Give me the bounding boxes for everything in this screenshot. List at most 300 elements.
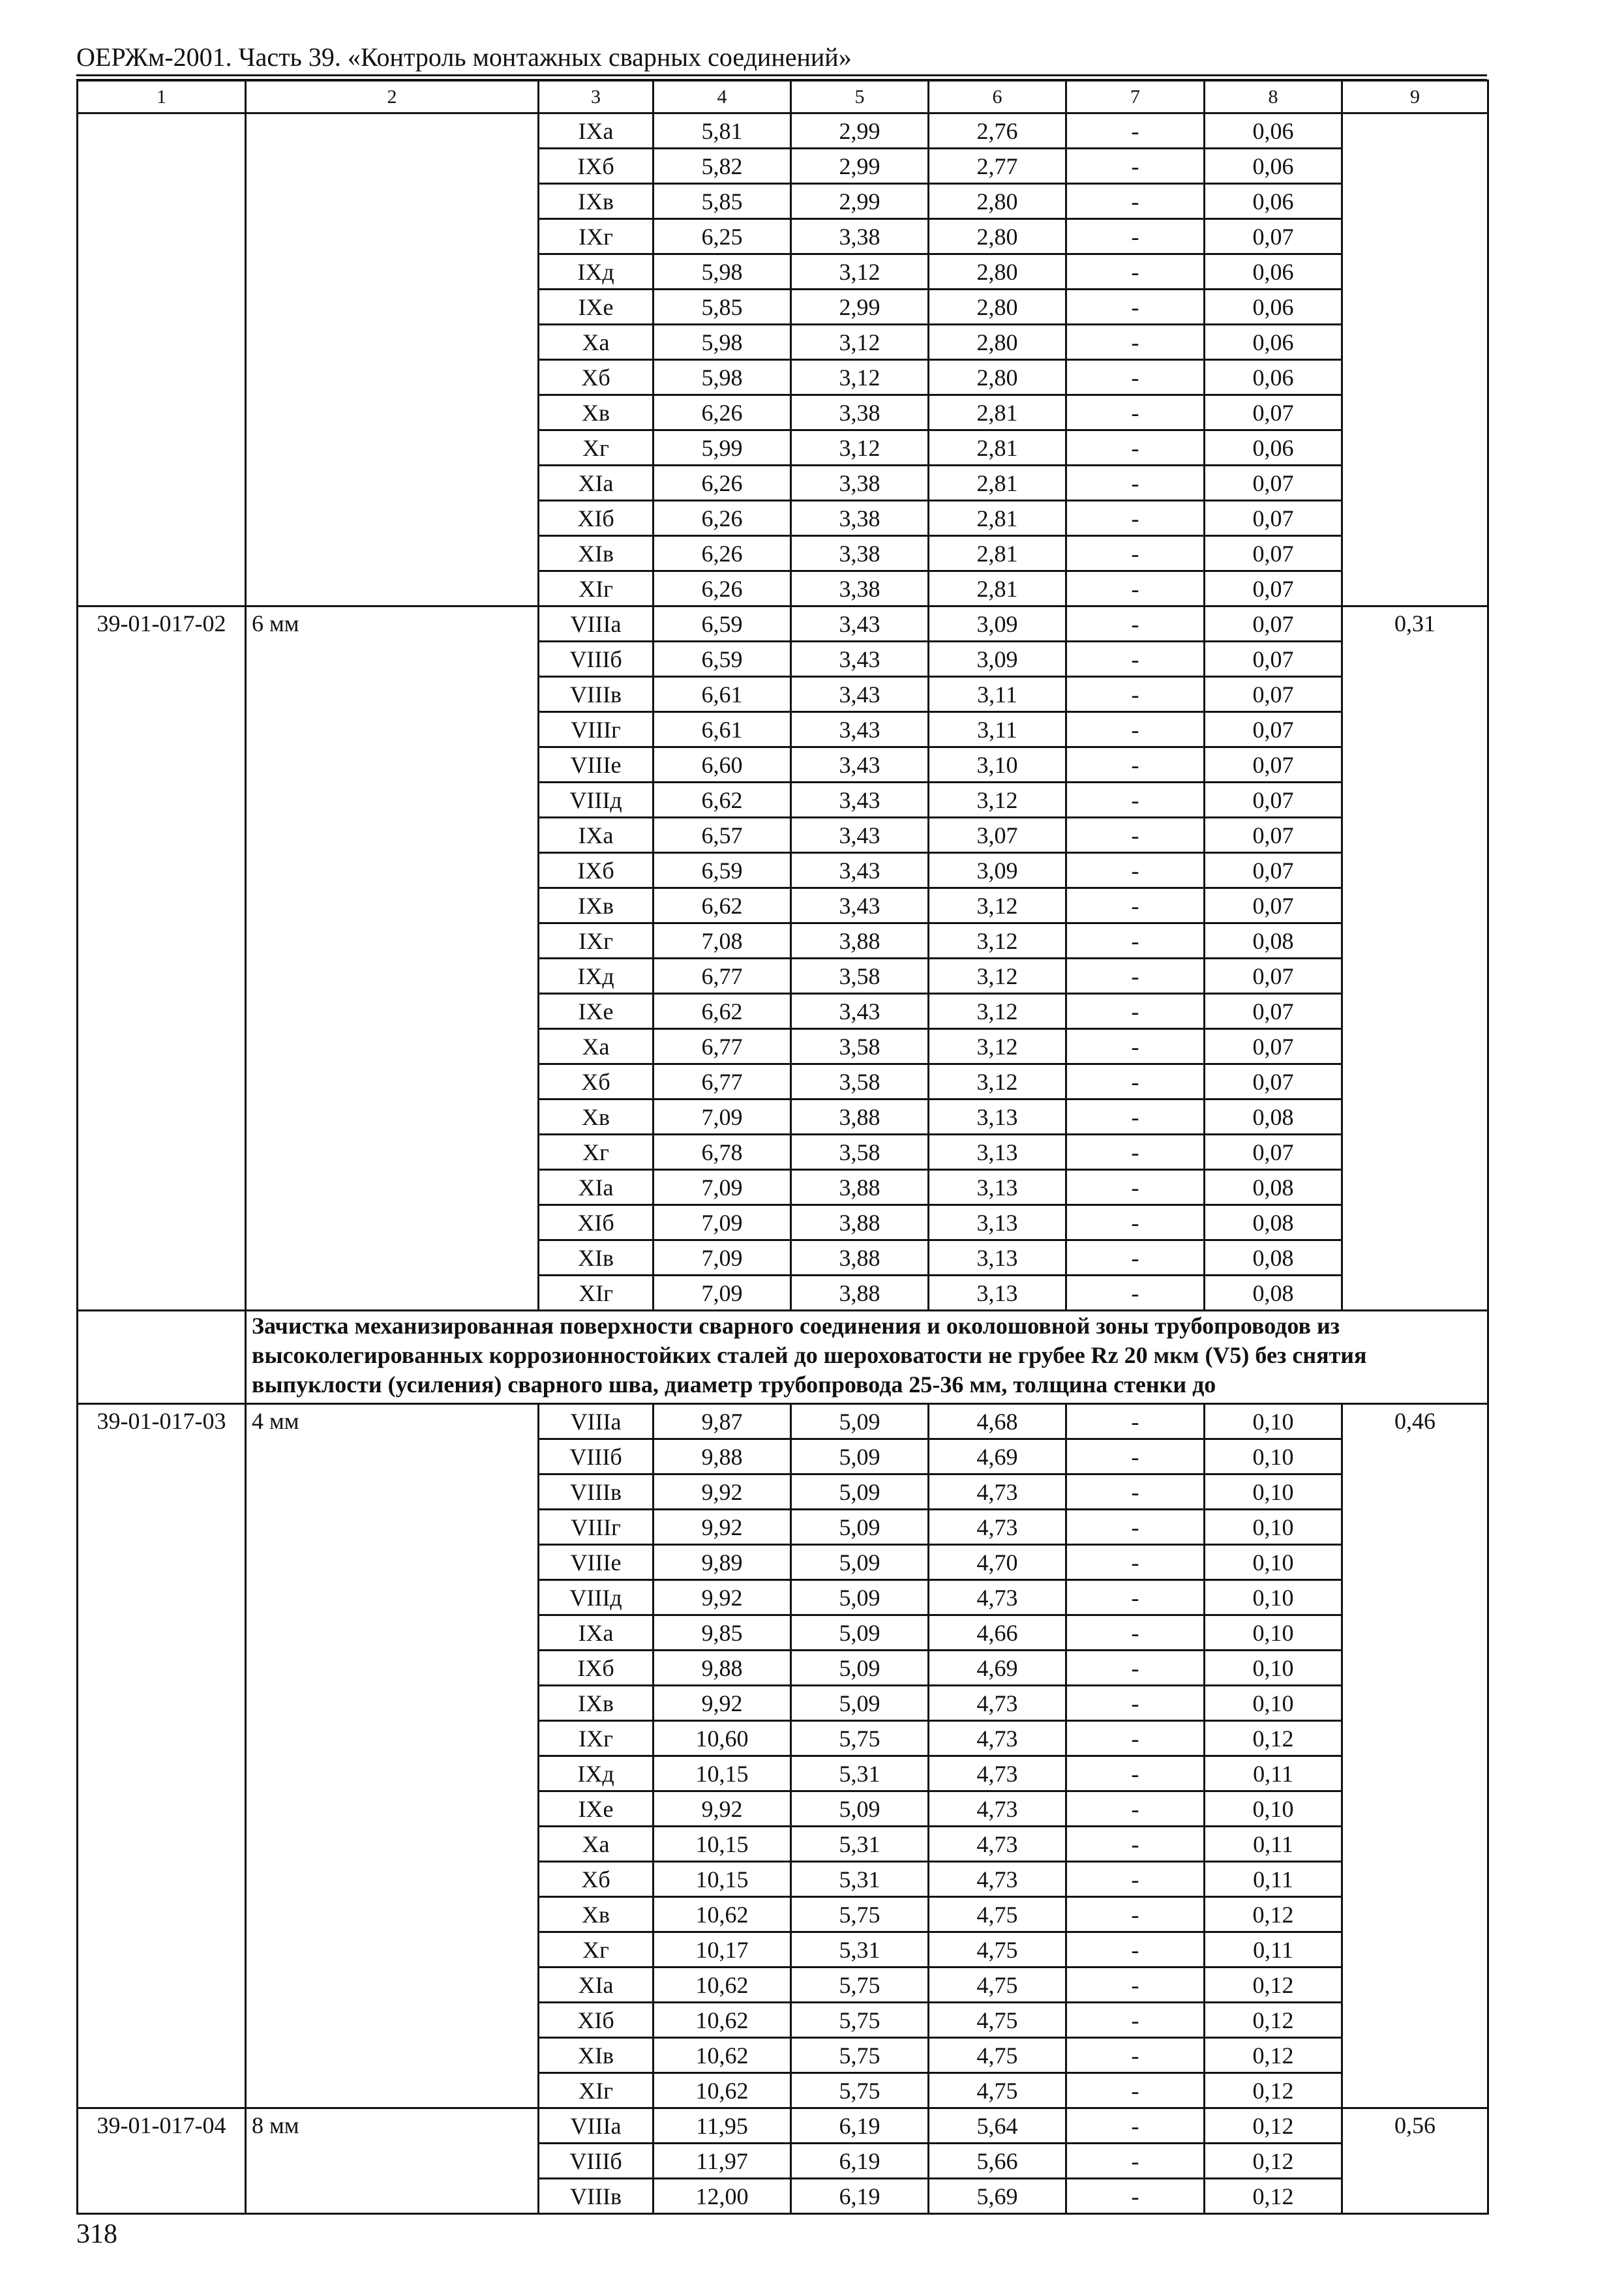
col6-value: 4,73 bbox=[929, 1827, 1066, 1862]
col6-value: 4,75 bbox=[929, 1932, 1066, 1967]
col6-value: 4,73 bbox=[929, 1862, 1066, 1897]
category-cell: IXб bbox=[539, 149, 654, 184]
col8-value: 0,11 bbox=[1205, 1932, 1342, 1967]
col6-value: 2,76 bbox=[929, 113, 1066, 149]
col9-value: 0,31 bbox=[1342, 606, 1488, 1311]
col5-value: 5,09 bbox=[791, 1510, 929, 1545]
category-cell: XIг bbox=[539, 2073, 654, 2108]
col5-value: 3,88 bbox=[791, 1276, 929, 1311]
rates-table-body bbox=[78, 81, 1488, 2214]
category-cell: VIIIб bbox=[539, 2144, 654, 2179]
col5-value: 3,58 bbox=[791, 1135, 929, 1170]
col4-value: 10,15 bbox=[654, 1756, 791, 1791]
col6-value: 5,66 bbox=[929, 2144, 1066, 2179]
col6-value: 4,73 bbox=[929, 1580, 1066, 1615]
col4-value: 6,61 bbox=[654, 712, 791, 747]
col7-value: - bbox=[1066, 1029, 1205, 1064]
col4-value: 5,98 bbox=[654, 254, 791, 290]
category-cell: VIIIв bbox=[539, 2179, 654, 2214]
category-cell: IXг bbox=[539, 219, 654, 254]
col7-value: - bbox=[1066, 1510, 1205, 1545]
category-cell: Xг bbox=[539, 1932, 654, 1967]
col5-value: 2,99 bbox=[791, 149, 929, 184]
wall-thickness-cell: 6 мм bbox=[246, 606, 539, 1311]
col7-value: - bbox=[1066, 1170, 1205, 1205]
col8-value: 0,07 bbox=[1205, 219, 1342, 254]
col7-value: - bbox=[1066, 536, 1205, 571]
col6-value: 3,12 bbox=[929, 994, 1066, 1029]
wall-thickness-cell bbox=[246, 113, 539, 606]
col8-value: 0,07 bbox=[1205, 888, 1342, 923]
col5-value: 3,38 bbox=[791, 571, 929, 606]
col5-value: 5,31 bbox=[791, 1932, 929, 1967]
col7-value: - bbox=[1066, 677, 1205, 712]
col5-value: 3,43 bbox=[791, 606, 929, 642]
category-cell: XIб bbox=[539, 2003, 654, 2038]
column-number: 8 bbox=[1205, 81, 1342, 113]
table-row bbox=[78, 1404, 1488, 1439]
col8-value: 0,11 bbox=[1205, 1756, 1342, 1791]
col7-value: - bbox=[1066, 395, 1205, 430]
col4-value: 9,92 bbox=[654, 1580, 791, 1615]
col6-value: 4,69 bbox=[929, 1651, 1066, 1686]
col6-value: 2,80 bbox=[929, 219, 1066, 254]
col8-value: 0,12 bbox=[1205, 2073, 1342, 2108]
col6-value: 3,11 bbox=[929, 712, 1066, 747]
col8-value: 0,06 bbox=[1205, 184, 1342, 219]
col7-value: - bbox=[1066, 1862, 1205, 1897]
col8-value: 0,07 bbox=[1205, 783, 1342, 818]
col7-value: - bbox=[1066, 1932, 1205, 1967]
column-number: 2 bbox=[246, 81, 539, 113]
category-cell: XIб bbox=[539, 1205, 654, 1240]
col4-value: 10,17 bbox=[654, 1932, 791, 1967]
col5-value: 5,09 bbox=[791, 1404, 929, 1439]
col6-value: 2,80 bbox=[929, 290, 1066, 325]
column-number: 3 bbox=[539, 81, 654, 113]
col5-value: 5,75 bbox=[791, 1721, 929, 1756]
col6-value: 2,81 bbox=[929, 466, 1066, 501]
category-cell: IXа bbox=[539, 818, 654, 853]
col5-value: 3,88 bbox=[791, 1170, 929, 1205]
col7-value: - bbox=[1066, 888, 1205, 923]
col4-value: 6,77 bbox=[654, 1029, 791, 1064]
category-cell: VIIIа bbox=[539, 1404, 654, 1439]
category-cell: Xв bbox=[539, 1100, 654, 1135]
col4-value: 9,92 bbox=[654, 1474, 791, 1510]
col8-value: 0,06 bbox=[1205, 325, 1342, 360]
col6-value: 3,13 bbox=[929, 1100, 1066, 1135]
category-cell: Xа bbox=[539, 1827, 654, 1862]
col9-value bbox=[1342, 113, 1488, 606]
col5-value: 3,38 bbox=[791, 466, 929, 501]
col4-value: 5,81 bbox=[654, 113, 791, 149]
col8-value: 0,10 bbox=[1205, 1580, 1342, 1615]
col5-value: 3,43 bbox=[791, 818, 929, 853]
col7-value: - bbox=[1066, 712, 1205, 747]
col6-value: 4,68 bbox=[929, 1404, 1066, 1439]
col6-value: 3,12 bbox=[929, 1064, 1066, 1100]
col4-value: 10,62 bbox=[654, 2003, 791, 2038]
col5-value: 2,99 bbox=[791, 113, 929, 149]
col8-value: 0,07 bbox=[1205, 571, 1342, 606]
col8-value: 0,08 bbox=[1205, 1240, 1342, 1276]
col7-value: - bbox=[1066, 501, 1205, 536]
col8-value: 0,07 bbox=[1205, 536, 1342, 571]
col7-value: - bbox=[1066, 2179, 1205, 2214]
col8-value: 0,10 bbox=[1205, 1686, 1342, 1721]
col5-value: 5,31 bbox=[791, 1756, 929, 1791]
col6-value: 4,73 bbox=[929, 1721, 1066, 1756]
section-title: Зачистка механизированная поверхности сварного соединения и околошовной зоны трубопроводов из высоколегированных коррозионностойких сталей до шероховатости не грубее Rz 20 мкм (V5) без снятия выпуклости (усиления) сварного шва, диаметр трубопровода 25-36 мм, толщина стенки до bbox=[246, 1311, 1488, 1404]
col6-value: 4,73 bbox=[929, 1686, 1066, 1721]
col5-value: 3,58 bbox=[791, 1029, 929, 1064]
rate-code-cell: 39-01-017-02 bbox=[78, 606, 246, 1311]
col6-value: 4,69 bbox=[929, 1439, 1066, 1474]
table-row bbox=[78, 113, 1488, 149]
wall-thickness-cell: 8 мм bbox=[246, 2108, 539, 2214]
page-header: ОЕРЖм-2001. Часть 39. «Контроль монтажных сварных соединений» bbox=[76, 42, 852, 72]
column-number: 1 bbox=[78, 81, 246, 113]
col6-value: 5,64 bbox=[929, 2108, 1066, 2144]
col4-value: 6,62 bbox=[654, 994, 791, 1029]
category-cell: IXб bbox=[539, 853, 654, 888]
col4-value: 6,61 bbox=[654, 677, 791, 712]
col5-value: 3,38 bbox=[791, 219, 929, 254]
column-number: 6 bbox=[929, 81, 1066, 113]
col6-value: 3,13 bbox=[929, 1135, 1066, 1170]
col4-value: 6,26 bbox=[654, 395, 791, 430]
col8-value: 0,10 bbox=[1205, 1439, 1342, 1474]
category-cell: VIIIг bbox=[539, 1510, 654, 1545]
col7-value: - bbox=[1066, 149, 1205, 184]
col5-value: 5,75 bbox=[791, 1967, 929, 2003]
col4-value: 9,92 bbox=[654, 1686, 791, 1721]
col8-value: 0,12 bbox=[1205, 2108, 1342, 2144]
col8-value: 0,07 bbox=[1205, 395, 1342, 430]
col5-value: 5,09 bbox=[791, 1651, 929, 1686]
col4-value: 6,77 bbox=[654, 959, 791, 994]
col4-value: 10,60 bbox=[654, 1721, 791, 1756]
col7-value: - bbox=[1066, 290, 1205, 325]
col6-value: 4,66 bbox=[929, 1615, 1066, 1651]
col8-value: 0,10 bbox=[1205, 1474, 1342, 1510]
col4-value: 9,88 bbox=[654, 1651, 791, 1686]
col5-value: 3,43 bbox=[791, 994, 929, 1029]
col6-value: 4,70 bbox=[929, 1545, 1066, 1580]
col4-value: 7,09 bbox=[654, 1276, 791, 1311]
col5-value: 3,12 bbox=[791, 254, 929, 290]
col5-value: 5,75 bbox=[791, 2003, 929, 2038]
col6-value: 4,75 bbox=[929, 2003, 1066, 2038]
col7-value: - bbox=[1066, 1064, 1205, 1100]
col4-value: 7,09 bbox=[654, 1205, 791, 1240]
col5-value: 5,09 bbox=[791, 1580, 929, 1615]
col6-value: 2,80 bbox=[929, 184, 1066, 219]
col7-value: - bbox=[1066, 1439, 1205, 1474]
col4-value: 5,99 bbox=[654, 430, 791, 466]
col4-value: 6,59 bbox=[654, 642, 791, 677]
col7-value: - bbox=[1066, 1276, 1205, 1311]
col6-value: 2,80 bbox=[929, 325, 1066, 360]
col5-value: 5,09 bbox=[791, 1439, 929, 1474]
col7-value: - bbox=[1066, 1474, 1205, 1510]
col6-value: 3,09 bbox=[929, 606, 1066, 642]
col6-value: 4,75 bbox=[929, 1967, 1066, 2003]
col4-value: 10,15 bbox=[654, 1827, 791, 1862]
col4-value: 5,82 bbox=[654, 149, 791, 184]
col4-value: 6,78 bbox=[654, 1135, 791, 1170]
col4-value: 6,62 bbox=[654, 783, 791, 818]
category-cell: IXа bbox=[539, 113, 654, 149]
category-cell: XIа bbox=[539, 1967, 654, 2003]
category-cell: XIа bbox=[539, 1170, 654, 1205]
col7-value: - bbox=[1066, 1756, 1205, 1791]
col4-value: 9,88 bbox=[654, 1439, 791, 1474]
category-cell: VIIIб bbox=[539, 1439, 654, 1474]
col5-value: 3,12 bbox=[791, 360, 929, 395]
col5-value: 6,19 bbox=[791, 2108, 929, 2144]
col6-value: 2,77 bbox=[929, 149, 1066, 184]
col7-value: - bbox=[1066, 466, 1205, 501]
category-cell: IXе bbox=[539, 290, 654, 325]
category-cell: Xг bbox=[539, 430, 654, 466]
col8-value: 0,07 bbox=[1205, 466, 1342, 501]
category-cell: Xв bbox=[539, 1897, 654, 1932]
col5-value: 5,09 bbox=[791, 1686, 929, 1721]
col7-value: - bbox=[1066, 1615, 1205, 1651]
col5-value: 3,58 bbox=[791, 959, 929, 994]
col4-value: 7,09 bbox=[654, 1240, 791, 1276]
col6-value: 3,11 bbox=[929, 677, 1066, 712]
col5-value: 5,31 bbox=[791, 1827, 929, 1862]
category-cell: IXа bbox=[539, 1615, 654, 1651]
col8-value: 0,12 bbox=[1205, 2144, 1342, 2179]
col5-value: 3,43 bbox=[791, 677, 929, 712]
category-cell: Xа bbox=[539, 325, 654, 360]
col7-value: - bbox=[1066, 254, 1205, 290]
rate-code-cell: 39-01-017-03 bbox=[78, 1404, 246, 2108]
col4-value: 6,26 bbox=[654, 501, 791, 536]
col7-value: - bbox=[1066, 747, 1205, 783]
col4-value: 10,62 bbox=[654, 1897, 791, 1932]
col5-value: 3,43 bbox=[791, 853, 929, 888]
col4-value: 7,09 bbox=[654, 1100, 791, 1135]
col6-value: 2,81 bbox=[929, 395, 1066, 430]
rate-code-cell: 39-01-017-04 bbox=[78, 2108, 246, 2214]
col8-value: 0,08 bbox=[1205, 923, 1342, 959]
col4-value: 5,98 bbox=[654, 360, 791, 395]
category-cell: Xб bbox=[539, 360, 654, 395]
col4-value: 6,26 bbox=[654, 536, 791, 571]
category-cell: IXв bbox=[539, 184, 654, 219]
col6-value: 3,12 bbox=[929, 783, 1066, 818]
col8-value: 0,11 bbox=[1205, 1827, 1342, 1862]
col4-value: 9,92 bbox=[654, 1791, 791, 1827]
col6-value: 3,13 bbox=[929, 1276, 1066, 1311]
category-cell: IXе bbox=[539, 1791, 654, 1827]
category-cell: IXг bbox=[539, 923, 654, 959]
col8-value: 0,07 bbox=[1205, 747, 1342, 783]
col7-value: - bbox=[1066, 1545, 1205, 1580]
col6-value: 3,09 bbox=[929, 642, 1066, 677]
col8-value: 0,11 bbox=[1205, 1862, 1342, 1897]
col4-value: 6,59 bbox=[654, 853, 791, 888]
category-cell: VIIIд bbox=[539, 1580, 654, 1615]
col5-value: 5,09 bbox=[791, 1545, 929, 1580]
col7-value: - bbox=[1066, 2073, 1205, 2108]
col4-value: 12,00 bbox=[654, 2179, 791, 2214]
col4-value: 10,62 bbox=[654, 1967, 791, 2003]
col7-value: - bbox=[1066, 219, 1205, 254]
column-number-row bbox=[78, 81, 1488, 113]
table-row bbox=[78, 2108, 1488, 2144]
category-cell: XIв bbox=[539, 2038, 654, 2073]
col9-value: 0,46 bbox=[1342, 1404, 1488, 2108]
col5-value: 3,58 bbox=[791, 1064, 929, 1100]
col7-value: - bbox=[1066, 606, 1205, 642]
col6-value: 3,12 bbox=[929, 959, 1066, 994]
col5-value: 3,88 bbox=[791, 1240, 929, 1276]
col8-value: 0,06 bbox=[1205, 113, 1342, 149]
col8-value: 0,07 bbox=[1205, 712, 1342, 747]
col5-value: 3,38 bbox=[791, 536, 929, 571]
col6-value: 3,12 bbox=[929, 1029, 1066, 1064]
category-cell: Xг bbox=[539, 1135, 654, 1170]
category-cell: IXв bbox=[539, 1686, 654, 1721]
col5-value: 5,09 bbox=[791, 1615, 929, 1651]
category-cell: Xа bbox=[539, 1029, 654, 1064]
category-cell: XIг bbox=[539, 1276, 654, 1311]
col5-value: 6,19 bbox=[791, 2144, 929, 2179]
col5-value: 5,75 bbox=[791, 2038, 929, 2073]
category-cell: VIIIа bbox=[539, 606, 654, 642]
category-cell: Xв bbox=[539, 395, 654, 430]
category-cell: VIIIб bbox=[539, 642, 654, 677]
category-cell: IXв bbox=[539, 888, 654, 923]
column-number: 7 bbox=[1066, 81, 1205, 113]
col8-value: 0,12 bbox=[1205, 2038, 1342, 2073]
category-cell: VIIIв bbox=[539, 677, 654, 712]
col5-value: 3,12 bbox=[791, 430, 929, 466]
col8-value: 0,06 bbox=[1205, 290, 1342, 325]
col6-value: 3,09 bbox=[929, 853, 1066, 888]
category-cell: IXд bbox=[539, 959, 654, 994]
category-cell: VIIIе bbox=[539, 1545, 654, 1580]
category-cell: IXд bbox=[539, 1756, 654, 1791]
col8-value: 0,12 bbox=[1205, 1897, 1342, 1932]
col6-value: 5,69 bbox=[929, 2179, 1066, 2214]
col7-value: - bbox=[1066, 430, 1205, 466]
col5-value: 2,99 bbox=[791, 290, 929, 325]
col7-value: - bbox=[1066, 1205, 1205, 1240]
category-cell: IXб bbox=[539, 1651, 654, 1686]
category-cell: Xб bbox=[539, 1064, 654, 1100]
col8-value: 0,06 bbox=[1205, 149, 1342, 184]
col5-value: 6,19 bbox=[791, 2179, 929, 2214]
col7-value: - bbox=[1066, 571, 1205, 606]
col6-value: 2,80 bbox=[929, 254, 1066, 290]
category-cell: Xб bbox=[539, 1862, 654, 1897]
col6-value: 4,73 bbox=[929, 1756, 1066, 1791]
col4-value: 5,85 bbox=[654, 290, 791, 325]
col8-value: 0,12 bbox=[1205, 2003, 1342, 2038]
col7-value: - bbox=[1066, 1827, 1205, 1862]
col6-value: 2,81 bbox=[929, 501, 1066, 536]
page-number: 318 bbox=[76, 2219, 117, 2249]
col8-value: 0,10 bbox=[1205, 1791, 1342, 1827]
col7-value: - bbox=[1066, 2038, 1205, 2073]
col4-value: 7,08 bbox=[654, 923, 791, 959]
col7-value: - bbox=[1066, 2108, 1205, 2144]
col7-value: - bbox=[1066, 360, 1205, 395]
col8-value: 0,08 bbox=[1205, 1170, 1342, 1205]
col4-value: 5,98 bbox=[654, 325, 791, 360]
col5-value: 3,88 bbox=[791, 923, 929, 959]
col4-value: 5,85 bbox=[654, 184, 791, 219]
col7-value: - bbox=[1066, 1240, 1205, 1276]
category-cell: VIIIе bbox=[539, 747, 654, 783]
col4-value: 9,87 bbox=[654, 1404, 791, 1439]
category-cell: VIIIд bbox=[539, 783, 654, 818]
col5-value: 5,31 bbox=[791, 1862, 929, 1897]
col6-value: 3,12 bbox=[929, 923, 1066, 959]
col7-value: - bbox=[1066, 783, 1205, 818]
col8-value: 0,10 bbox=[1205, 1615, 1342, 1651]
col8-value: 0,07 bbox=[1205, 1135, 1342, 1170]
col6-value: 2,80 bbox=[929, 360, 1066, 395]
col7-value: - bbox=[1066, 184, 1205, 219]
column-number: 9 bbox=[1342, 81, 1488, 113]
col8-value: 0,10 bbox=[1205, 1651, 1342, 1686]
col8-value: 0,08 bbox=[1205, 1100, 1342, 1135]
col8-value: 0,10 bbox=[1205, 1510, 1342, 1545]
col4-value: 6,26 bbox=[654, 571, 791, 606]
col7-value: - bbox=[1066, 325, 1205, 360]
col6-value: 3,13 bbox=[929, 1205, 1066, 1240]
col7-value: - bbox=[1066, 1580, 1205, 1615]
col4-value: 6,26 bbox=[654, 466, 791, 501]
col6-value: 4,75 bbox=[929, 2073, 1066, 2108]
col8-value: 0,10 bbox=[1205, 1404, 1342, 1439]
col8-value: 0,12 bbox=[1205, 1967, 1342, 2003]
col6-value: 2,81 bbox=[929, 536, 1066, 571]
col6-value: 3,13 bbox=[929, 1170, 1066, 1205]
col4-value: 9,89 bbox=[654, 1545, 791, 1580]
col8-value: 0,07 bbox=[1205, 606, 1342, 642]
category-cell: VIIIг bbox=[539, 712, 654, 747]
col6-value: 2,81 bbox=[929, 430, 1066, 466]
col5-value: 3,38 bbox=[791, 501, 929, 536]
col5-value: 5,75 bbox=[791, 2073, 929, 2108]
col5-value: 5,75 bbox=[791, 1897, 929, 1932]
col4-value: 6,25 bbox=[654, 219, 791, 254]
col6-value: 4,73 bbox=[929, 1510, 1066, 1545]
col6-value: 2,81 bbox=[929, 571, 1066, 606]
col9-value: 0,56 bbox=[1342, 2108, 1488, 2214]
col7-value: - bbox=[1066, 113, 1205, 149]
col7-value: - bbox=[1066, 959, 1205, 994]
col7-value: - bbox=[1066, 2003, 1205, 2038]
col6-value: 4,75 bbox=[929, 1897, 1066, 1932]
rates-table bbox=[76, 80, 1489, 2215]
col4-value: 6,59 bbox=[654, 606, 791, 642]
col6-value: 3,13 bbox=[929, 1240, 1066, 1276]
rates-table-wrapper bbox=[76, 80, 1487, 2215]
category-cell: IXд bbox=[539, 254, 654, 290]
col7-value: - bbox=[1066, 853, 1205, 888]
col6-value: 4,73 bbox=[929, 1791, 1066, 1827]
